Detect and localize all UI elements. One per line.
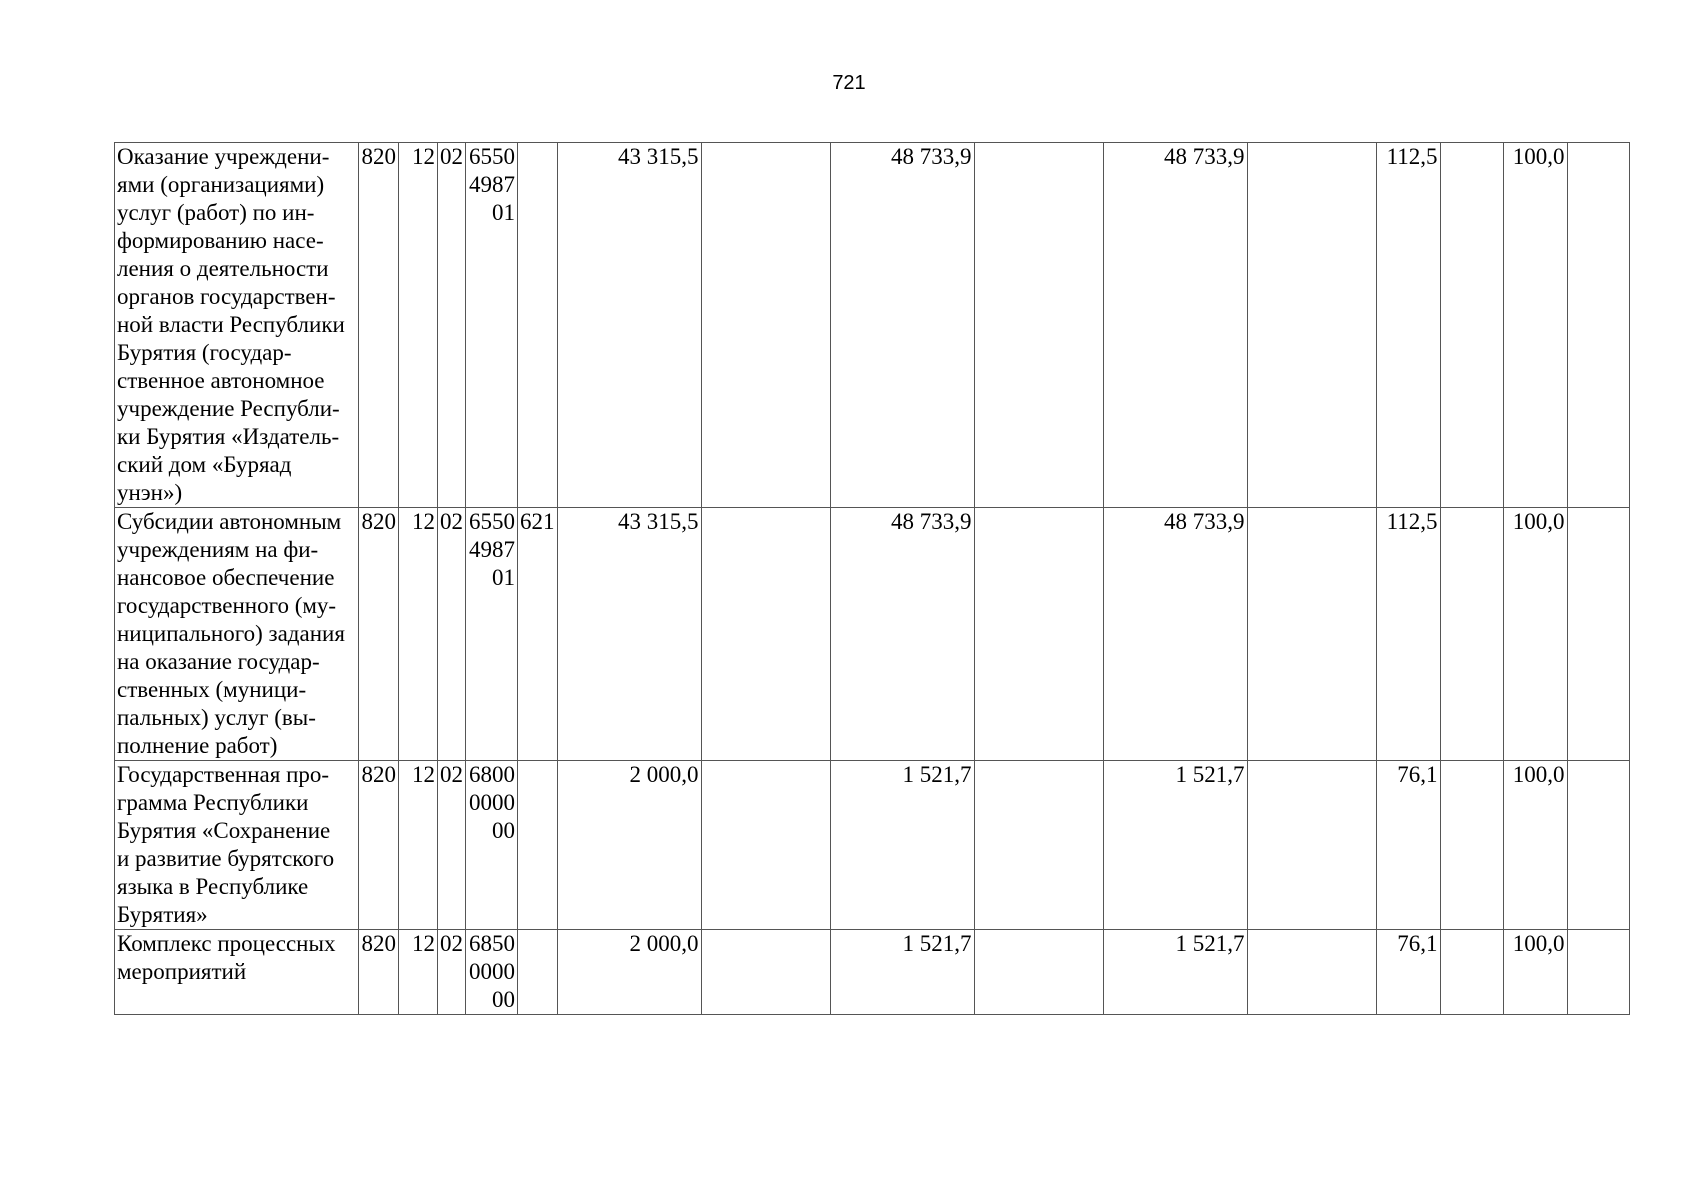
refined-value: 1 521,7 bbox=[830, 761, 974, 930]
empty-cell bbox=[1440, 508, 1503, 761]
table-row bbox=[115, 761, 1630, 930]
ministry-code: 820 bbox=[359, 143, 399, 508]
plan-value: 2 000,0 bbox=[557, 761, 701, 930]
empty-cell bbox=[1567, 508, 1629, 761]
percent-of-plan: 112,5 bbox=[1376, 143, 1440, 508]
table-row bbox=[115, 143, 1630, 508]
row-description: Субсидии автономным учреждениям на фи- нансовое обеспечение государственного (му- ниципального) задания на оказание государ- ственных (муници- пальных) услуг (вы- полнение работ) bbox=[115, 508, 359, 761]
row-description: Комплекс процессных мероприятий bbox=[115, 930, 359, 1015]
refined-value: 48 733,9 bbox=[830, 143, 974, 508]
row-description: Государственная про- грамма Республики Бурятия «Сохранение и развитие бурятского языка в Республике Бурятия» bbox=[115, 761, 359, 930]
executed-value: 1 521,7 bbox=[1103, 761, 1247, 930]
table-row bbox=[115, 930, 1630, 1015]
empty-cell bbox=[974, 761, 1103, 930]
empty-cell bbox=[1567, 143, 1629, 508]
percent-of-plan: 76,1 bbox=[1376, 761, 1440, 930]
refined-value: 1 521,7 bbox=[830, 930, 974, 1015]
empty-cell bbox=[974, 508, 1103, 761]
empty-cell bbox=[1247, 143, 1376, 508]
plan-value: 43 315,5 bbox=[557, 508, 701, 761]
subsection-code: 02 bbox=[438, 508, 466, 761]
expense-type-code bbox=[518, 930, 558, 1015]
percent-of-refined: 100,0 bbox=[1503, 508, 1567, 761]
executed-value: 1 521,7 bbox=[1103, 930, 1247, 1015]
target-article-code: 6550 4987 01 bbox=[466, 508, 518, 761]
ministry-code: 820 bbox=[359, 761, 399, 930]
empty-cell bbox=[1440, 761, 1503, 930]
empty-cell bbox=[1567, 930, 1629, 1015]
subsection-code: 02 bbox=[438, 761, 466, 930]
page-number: 721 bbox=[832, 72, 866, 94]
ministry-code: 820 bbox=[359, 508, 399, 761]
percent-of-refined: 100,0 bbox=[1503, 930, 1567, 1015]
subsection-code: 02 bbox=[438, 143, 466, 508]
percent-of-plan: 76,1 bbox=[1376, 930, 1440, 1015]
section-code: 12 bbox=[399, 930, 438, 1015]
section-code: 12 bbox=[399, 761, 438, 930]
percent-of-refined: 100,0 bbox=[1503, 143, 1567, 508]
target-article-code: 6550 4987 01 bbox=[466, 143, 518, 508]
refined-value: 48 733,9 bbox=[830, 508, 974, 761]
executed-value: 48 733,9 bbox=[1103, 508, 1247, 761]
empty-cell bbox=[1247, 761, 1376, 930]
section-code: 12 bbox=[399, 508, 438, 761]
executed-value: 48 733,9 bbox=[1103, 143, 1247, 508]
target-article-code: 6850 0000 00 bbox=[466, 930, 518, 1015]
empty-cell bbox=[1567, 761, 1629, 930]
expense-type-code: 621 bbox=[518, 508, 558, 761]
empty-cell bbox=[1440, 930, 1503, 1015]
empty-cell bbox=[1247, 508, 1376, 761]
expense-type-code bbox=[518, 143, 558, 508]
percent-of-plan: 112,5 bbox=[1376, 508, 1440, 761]
subsection-code: 02 bbox=[438, 930, 466, 1015]
target-article-code: 6800 0000 00 bbox=[466, 761, 518, 930]
section-code: 12 bbox=[399, 143, 438, 508]
table-row bbox=[115, 508, 1630, 761]
empty-cell bbox=[701, 508, 830, 761]
row-description: Оказание учреждени- ями (организациями) услуг (работ) по ин- формированию насе- ления о деятельности органов государствен- ной власти Республики Бурятия (государ- ственное автономное учреждение Республи- ки Бурятия «Издатель- ский дом «Буряад унэн») bbox=[115, 143, 359, 508]
empty-cell bbox=[1440, 143, 1503, 508]
empty-cell bbox=[974, 143, 1103, 508]
empty-cell bbox=[701, 930, 830, 1015]
expense-type-code bbox=[518, 761, 558, 930]
empty-cell bbox=[974, 930, 1103, 1015]
percent-of-refined: 100,0 bbox=[1503, 761, 1567, 930]
empty-cell bbox=[701, 143, 830, 508]
empty-cell bbox=[1247, 930, 1376, 1015]
plan-value: 2 000,0 bbox=[557, 930, 701, 1015]
budget-table bbox=[114, 142, 1630, 1015]
ministry-code: 820 bbox=[359, 930, 399, 1015]
empty-cell bbox=[701, 761, 830, 930]
plan-value: 43 315,5 bbox=[557, 143, 701, 508]
